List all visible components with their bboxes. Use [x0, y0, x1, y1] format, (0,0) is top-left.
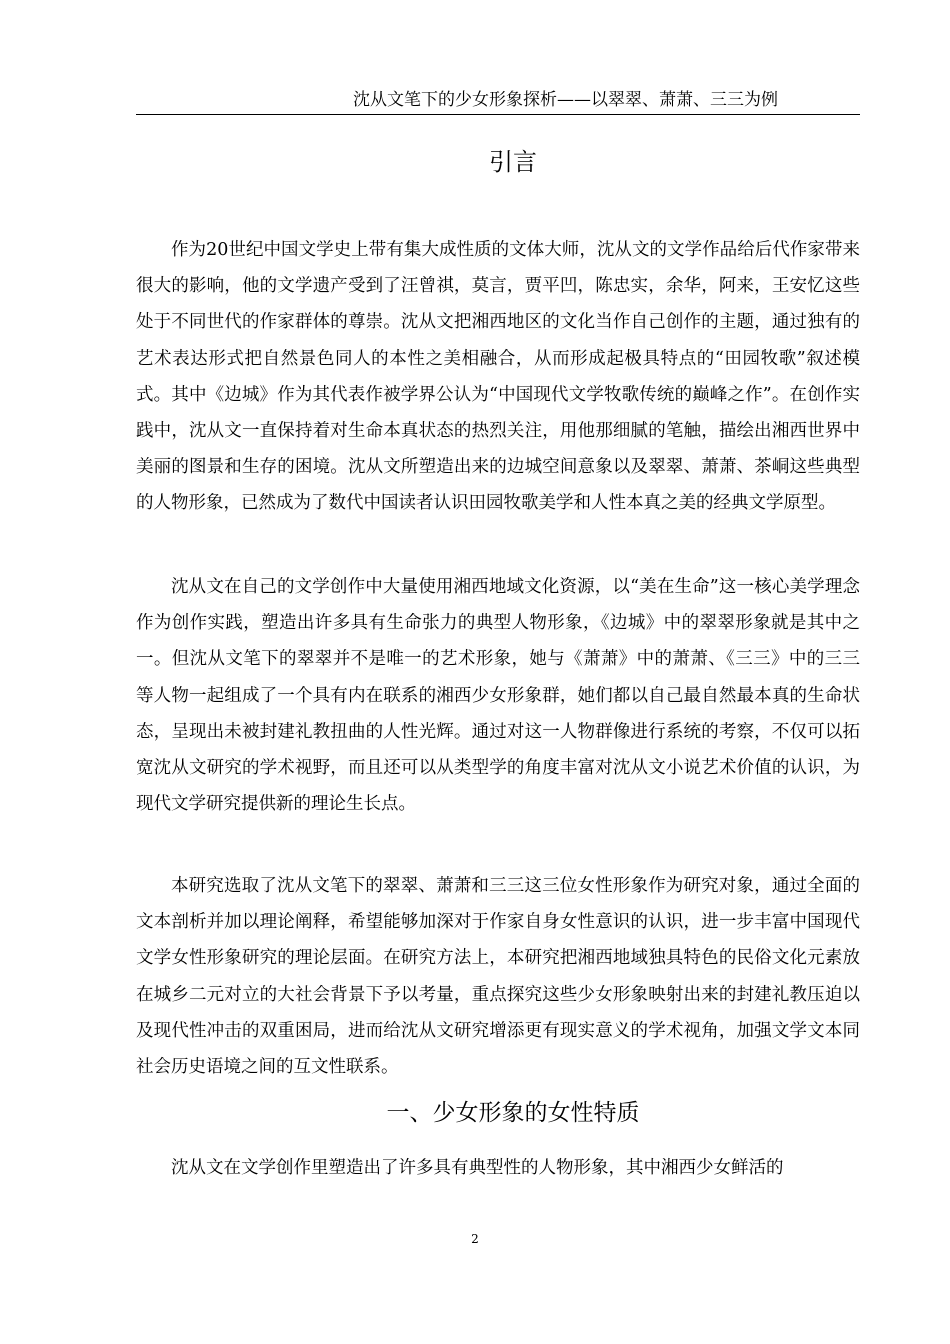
intro-paragraph-3: 本研究选取了沈从文笔下的翠翠、萧萧和三三这三位女性形象作为研究对象，通过全面的文本剖析并加以理论阐释，希望能够加深对于作家自身女性意识的认识，进一步丰富中国现代文学女性形象研究的理论层面。在研究方法上，本研究把湘西地域独具特色的民俗文化元素放在城乡二元对立的大社会背景下予以考量，重点探究这些少女形象映射出来的封建礼教压迫以及现代性冲击的双重困局，进而给沈从文研究增添更有现实意义的学术视角，加强文学文本同社会历史语境之间的互文性联系。 [136, 876, 860, 1078]
running-header [136, 88, 860, 115]
intro-paragraph-1: 作为20世纪中国文学史上带有集大成性质的文体大师，沈从文的文学作品给后代作家带来很大的影响，他的文学遗产受到了汪曾祺，莫言，贾平凹，陈忠实，余华，阿来，王安忆这些处于不同世代的作家群体的尊崇。沈从文把湘西地区的文化当作自己创作的主题，通过独有的艺术表达形式把自然景色同人的本性之美相融合，从而形成起极具特点的“田园牧歌”叙述模式。其中《边城》作为其代表作被学界公认为“中国现代文学牧歌传统的巅峰之作”。在创作实践中，沈从文一直保持着对生命本真状态的热烈关注，用他那细腻的笔触，描绘出湘西世界中美丽的图景和生存的困境。沈从文所塑造出来的边城空间意象以及翠翠、萧萧、茶峒这些典型的人物形象，已然成为了数代中国读者认识田园牧歌美学和人性本真之美的经典文学原型。 [136, 240, 860, 514]
running-header-title: 沈从文笔下的少女形象探析——以翠翠、萧萧、三三为例 [353, 90, 778, 110]
intro-paragraph-2: 沈从文在自己的文学创作中大量使用湘西地域文化资源，以“美在生命”这一核心美学理念作为创作实践，塑造出许多具有生命张力的典型人物形象，《边城》中的翠翠形象就是其中之一。但沈从文笔下的翠翠并不是唯一的艺术形象，她与《萧萧》中的萧萧、《三三》中的三三等人物一起组成了一个具有内在联系的湘西少女形象群，她们都以自己最自然最本真的生命状态，呈现出未被封建礼教扭曲的人性光辉。通过对这一人物群像进行系统的考察，不仅可以拓宽沈从文研究的学术视野，而且还可以从类型学的角度丰富对沈从文小说艺术价值的认识，为现代文学研究提供新的理论生长点。 [136, 577, 860, 815]
intro-heading: 引言 [489, 148, 537, 176]
chapter-1-paragraph-1: 沈从文在文学创作里塑造出了许多具有典型性的人物形象，其中湘西少女鲜活的 [171, 1158, 784, 1178]
chapter-1-heading: 一、少女形象的女性特质 [386, 1100, 640, 1126]
page-number: 2 [471, 1232, 479, 1246]
